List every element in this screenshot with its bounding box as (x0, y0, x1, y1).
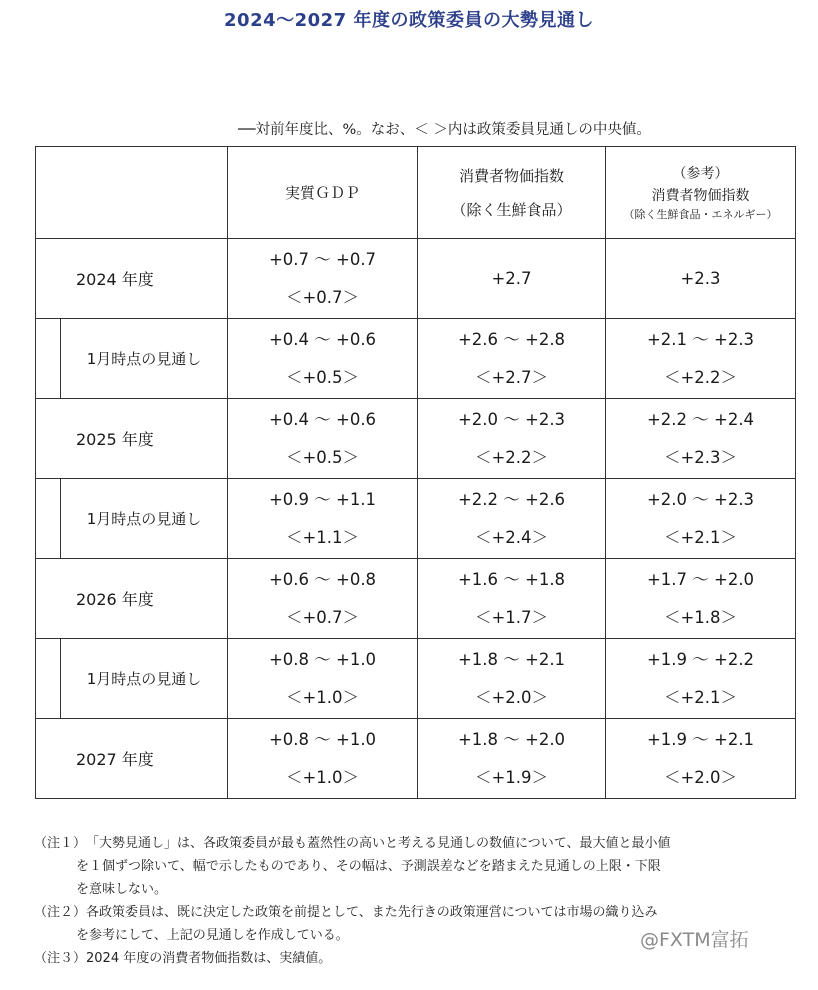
gdp-median: ＜+0.7＞ (285, 287, 360, 307)
cell-gdp (228, 399, 418, 479)
gdp-range: +0.4 ～ +0.6 (268, 329, 377, 349)
ref-range: +1.9 ～ +2.2 (646, 649, 755, 669)
row-label-year: 2025 年度 (36, 399, 228, 479)
ref-range: +2.2 ～ +2.4 (646, 409, 755, 429)
row-label-sub: 1月時点の見通し (60, 478, 227, 558)
cpi-median: ＜+2.0＞ (474, 687, 549, 707)
table-row (36, 479, 796, 559)
header-ref (606, 147, 796, 239)
row-label-cell (36, 319, 228, 399)
table-row (36, 639, 796, 719)
header-ref-line3: （除く生鮮食品・エネルギー） (623, 207, 778, 221)
cpi-median: ＜+1.7＞ (474, 607, 549, 627)
header-cpi-line2: （除く生鮮食品） (451, 200, 572, 219)
cell-gdp (228, 639, 418, 719)
note-1 (34, 832, 804, 855)
header-cpi (418, 147, 606, 239)
table-row (36, 399, 796, 479)
cpi-range: +1.8 ～ +2.0 (457, 729, 566, 749)
gdp-median: ＜+1.1＞ (285, 527, 360, 547)
cell-cpi (418, 719, 606, 799)
row-label-year: 2024 年度 (36, 239, 228, 319)
cpi-median: ＜+2.7＞ (474, 367, 549, 387)
table-row (36, 719, 796, 799)
cell-cpi (418, 639, 606, 719)
gdp-range: +0.6 ～ +0.8 (268, 569, 377, 589)
row-label-year: 2027 年度 (36, 719, 228, 799)
note-1-tag: （注１） (34, 836, 87, 851)
ref-median: ＜+2.3＞ (663, 447, 738, 467)
header-gdp: 実質ＧＤＰ (228, 147, 418, 239)
cell-cpi (418, 399, 606, 479)
gdp-median: ＜+0.5＞ (285, 447, 360, 467)
cell-ref (606, 719, 796, 799)
cpi-range: +1.6 ～ +1.8 (457, 569, 566, 589)
cell-ref (606, 399, 796, 479)
header-cpi-line1: 消費者物価指数 (458, 166, 564, 185)
page-title: 2024～2027 年度の政策委員の大勢見通し (224, 10, 594, 31)
cpi-median: ＜+1.9＞ (474, 767, 549, 787)
cpi-range: +2.6 ～ +2.8 (457, 329, 566, 349)
header-ref-line2: 消費者物価指数 (651, 187, 750, 204)
watermark: @FXTM富拓 (640, 929, 749, 951)
header-corner (36, 147, 228, 239)
table-subtitle: ──対前年度比、%。なお、＜ ＞内は政策委員見通しの中央値。 (238, 122, 651, 138)
ref-median: ＜+2.2＞ (663, 367, 738, 387)
row-label-sub: 1月時点の見通し (60, 318, 227, 398)
cpi-range: +2.2 ～ +2.6 (457, 489, 566, 509)
gdp-median: ＜+1.0＞ (285, 767, 360, 787)
ref-value: +2.3 (680, 268, 721, 288)
header-row (36, 147, 796, 239)
ref-median: ＜+2.0＞ (663, 767, 738, 787)
cell-gdp (228, 559, 418, 639)
gdp-range: +0.8 ～ +1.0 (268, 729, 377, 749)
gdp-range: +0.8 ～ +1.0 (268, 649, 377, 669)
note-2 (34, 901, 804, 924)
cell-gdp (228, 719, 418, 799)
cell-ref (606, 319, 796, 399)
cell-cpi (418, 319, 606, 399)
cell-gdp (228, 319, 418, 399)
cell-ref (606, 639, 796, 719)
gdp-range: +0.4 ～ +0.6 (268, 409, 377, 429)
table-row (36, 319, 796, 399)
note-1-line1: 「大勢見通し」は、各政策委員が最も蓋然性の高いと考える見通しの数値について、最大値と最小値 (86, 836, 671, 851)
cell-ref (606, 479, 796, 559)
cpi-median: ＜+2.4＞ (474, 527, 549, 547)
note-2-line1: 各政策委員は、既に決定した政策を前提として、また先行きの政策運営については市場の織り込み (86, 905, 658, 920)
row-label-sub: 1月時点の見通し (60, 638, 227, 718)
gdp-range: +0.9 ～ +1.1 (268, 489, 377, 509)
row-label-year: 2026 年度 (36, 559, 228, 639)
row-label-cell (36, 479, 228, 559)
ref-median: ＜+1.8＞ (663, 607, 738, 627)
gdp-median: ＜+1.0＞ (285, 687, 360, 707)
note-2-line2: を参考にして、上記の見通しを作成している。 (76, 928, 349, 943)
cpi-median: ＜+2.2＞ (474, 447, 549, 467)
table-row (36, 239, 796, 319)
cell-cpi (418, 239, 606, 319)
forecast-table (35, 146, 796, 799)
note-1-line3: を意味しない。 (76, 882, 168, 897)
ref-range: +1.9 ～ +2.1 (646, 729, 755, 749)
ref-median: ＜+2.1＞ (663, 687, 738, 707)
ref-range: +2.1 ～ +2.3 (646, 329, 755, 349)
gdp-median: ＜+0.5＞ (285, 367, 360, 387)
gdp-range: +0.7 ～ +0.7 (268, 249, 377, 269)
ref-range: +1.7 ～ +2.0 (646, 569, 755, 589)
ref-range: +2.0 ～ +2.3 (646, 489, 755, 509)
cell-ref (606, 239, 796, 319)
note-3-tag: （注３） (34, 951, 87, 966)
row-label-cell (36, 639, 228, 719)
cpi-value: +2.7 (491, 268, 532, 288)
cell-cpi (418, 559, 606, 639)
cell-ref (606, 559, 796, 639)
note-2-tag: （注２） (34, 905, 87, 920)
cpi-range: +2.0 ～ +2.3 (457, 409, 566, 429)
header-ref-line1: （参考） (672, 165, 729, 182)
note-3-line1: 2024 年度の消費者物価指数は、実績値。 (86, 951, 332, 966)
gdp-median: ＜+0.7＞ (285, 607, 360, 627)
cell-gdp (228, 479, 418, 559)
cell-gdp (228, 239, 418, 319)
cell-cpi (418, 479, 606, 559)
table-row (36, 559, 796, 639)
note-1-line2: を１個ずつ除いて、幅で示したものであり、その幅は、予測誤差などを踏まえた見通しの上限・下限 (76, 859, 661, 874)
cpi-range: +1.8 ～ +2.1 (457, 649, 566, 669)
ref-median: ＜+2.1＞ (663, 527, 738, 547)
